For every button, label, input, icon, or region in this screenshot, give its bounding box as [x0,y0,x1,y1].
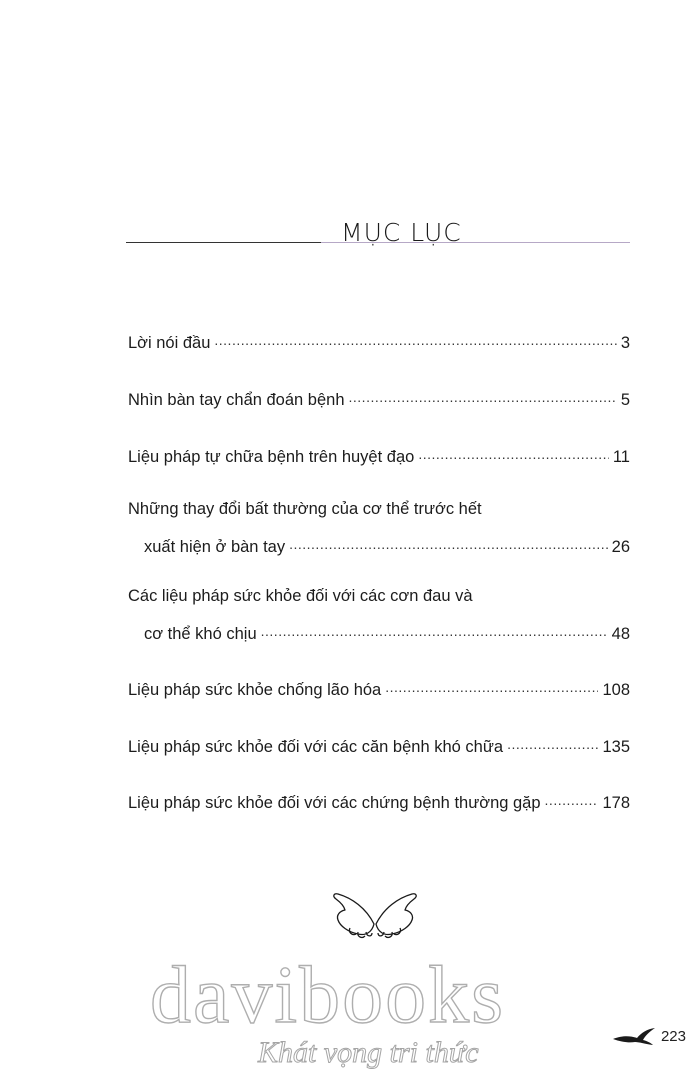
toc-page-number: 178 [602,794,630,812]
toc-entry-title: Liệu pháp sức khỏe đối với các chứng bệnh thường gặp [128,794,541,812]
toc-page-number: 3 [620,334,630,352]
toc-entry-title: Nhìn bàn tay chẩn đoán bệnh [128,391,345,409]
toc-leader-dots [507,734,598,752]
toc-entry-title: Những thay đổi bất thường của cơ thể trước hết [128,500,482,518]
toc-leader-dots [289,534,608,552]
toc-entry[interactable] [128,587,630,643]
page-number: 223 [660,1027,686,1045]
toc-page-number: 5 [620,391,630,409]
toc-leader-dots [214,330,616,348]
toc-page-number: 135 [602,738,630,756]
toc-leader-dots [261,621,608,639]
page-footer [611,1025,686,1047]
toc-heading [126,218,630,258]
toc-entry-title-continued: cơ thể khó chịu [144,625,257,643]
toc-leader-dots [545,790,599,808]
hands-icon [330,884,420,944]
bird-icon [611,1025,657,1047]
toc-entry-title-continued: xuất hiện ở bàn tay [144,538,286,556]
toc-entry[interactable] [128,330,630,352]
toc-entry[interactable] [128,387,630,409]
toc-entry[interactable] [128,734,630,756]
watermark-slogan: Khát vọng tri thức [258,1036,479,1069]
toc-entry-title: Liệu pháp sức khỏe đối với các căn bệnh khó chữa [128,738,504,756]
toc-entry-title: Các liệu pháp sức khỏe đối với các cơn đau và [128,587,473,605]
toc-entry[interactable] [128,790,630,812]
toc-entry-title: Liệu pháp sức khỏe chống lão hóa [128,681,382,699]
heading-rule-left [126,242,321,243]
page-title: MỤC LỤC [341,218,462,247]
toc-page-number: 48 [611,625,630,643]
toc-leader-dots [385,677,598,695]
toc-page-number: 108 [602,681,630,699]
toc-leader-dots [418,444,609,462]
toc-page-number: 26 [611,538,630,556]
toc-page-number: 11 [612,448,630,466]
toc-entry[interactable] [128,444,630,466]
toc-leader-dots [349,387,617,405]
toc-entry[interactable] [128,677,630,699]
watermark-brand: davibooks [150,949,506,1040]
toc-entry-title: Liệu pháp tự chữa bệnh trên huyệt đạo [128,448,415,466]
toc-entry[interactable] [128,500,630,556]
toc-entry-title: Lời nói đầu [128,334,211,352]
